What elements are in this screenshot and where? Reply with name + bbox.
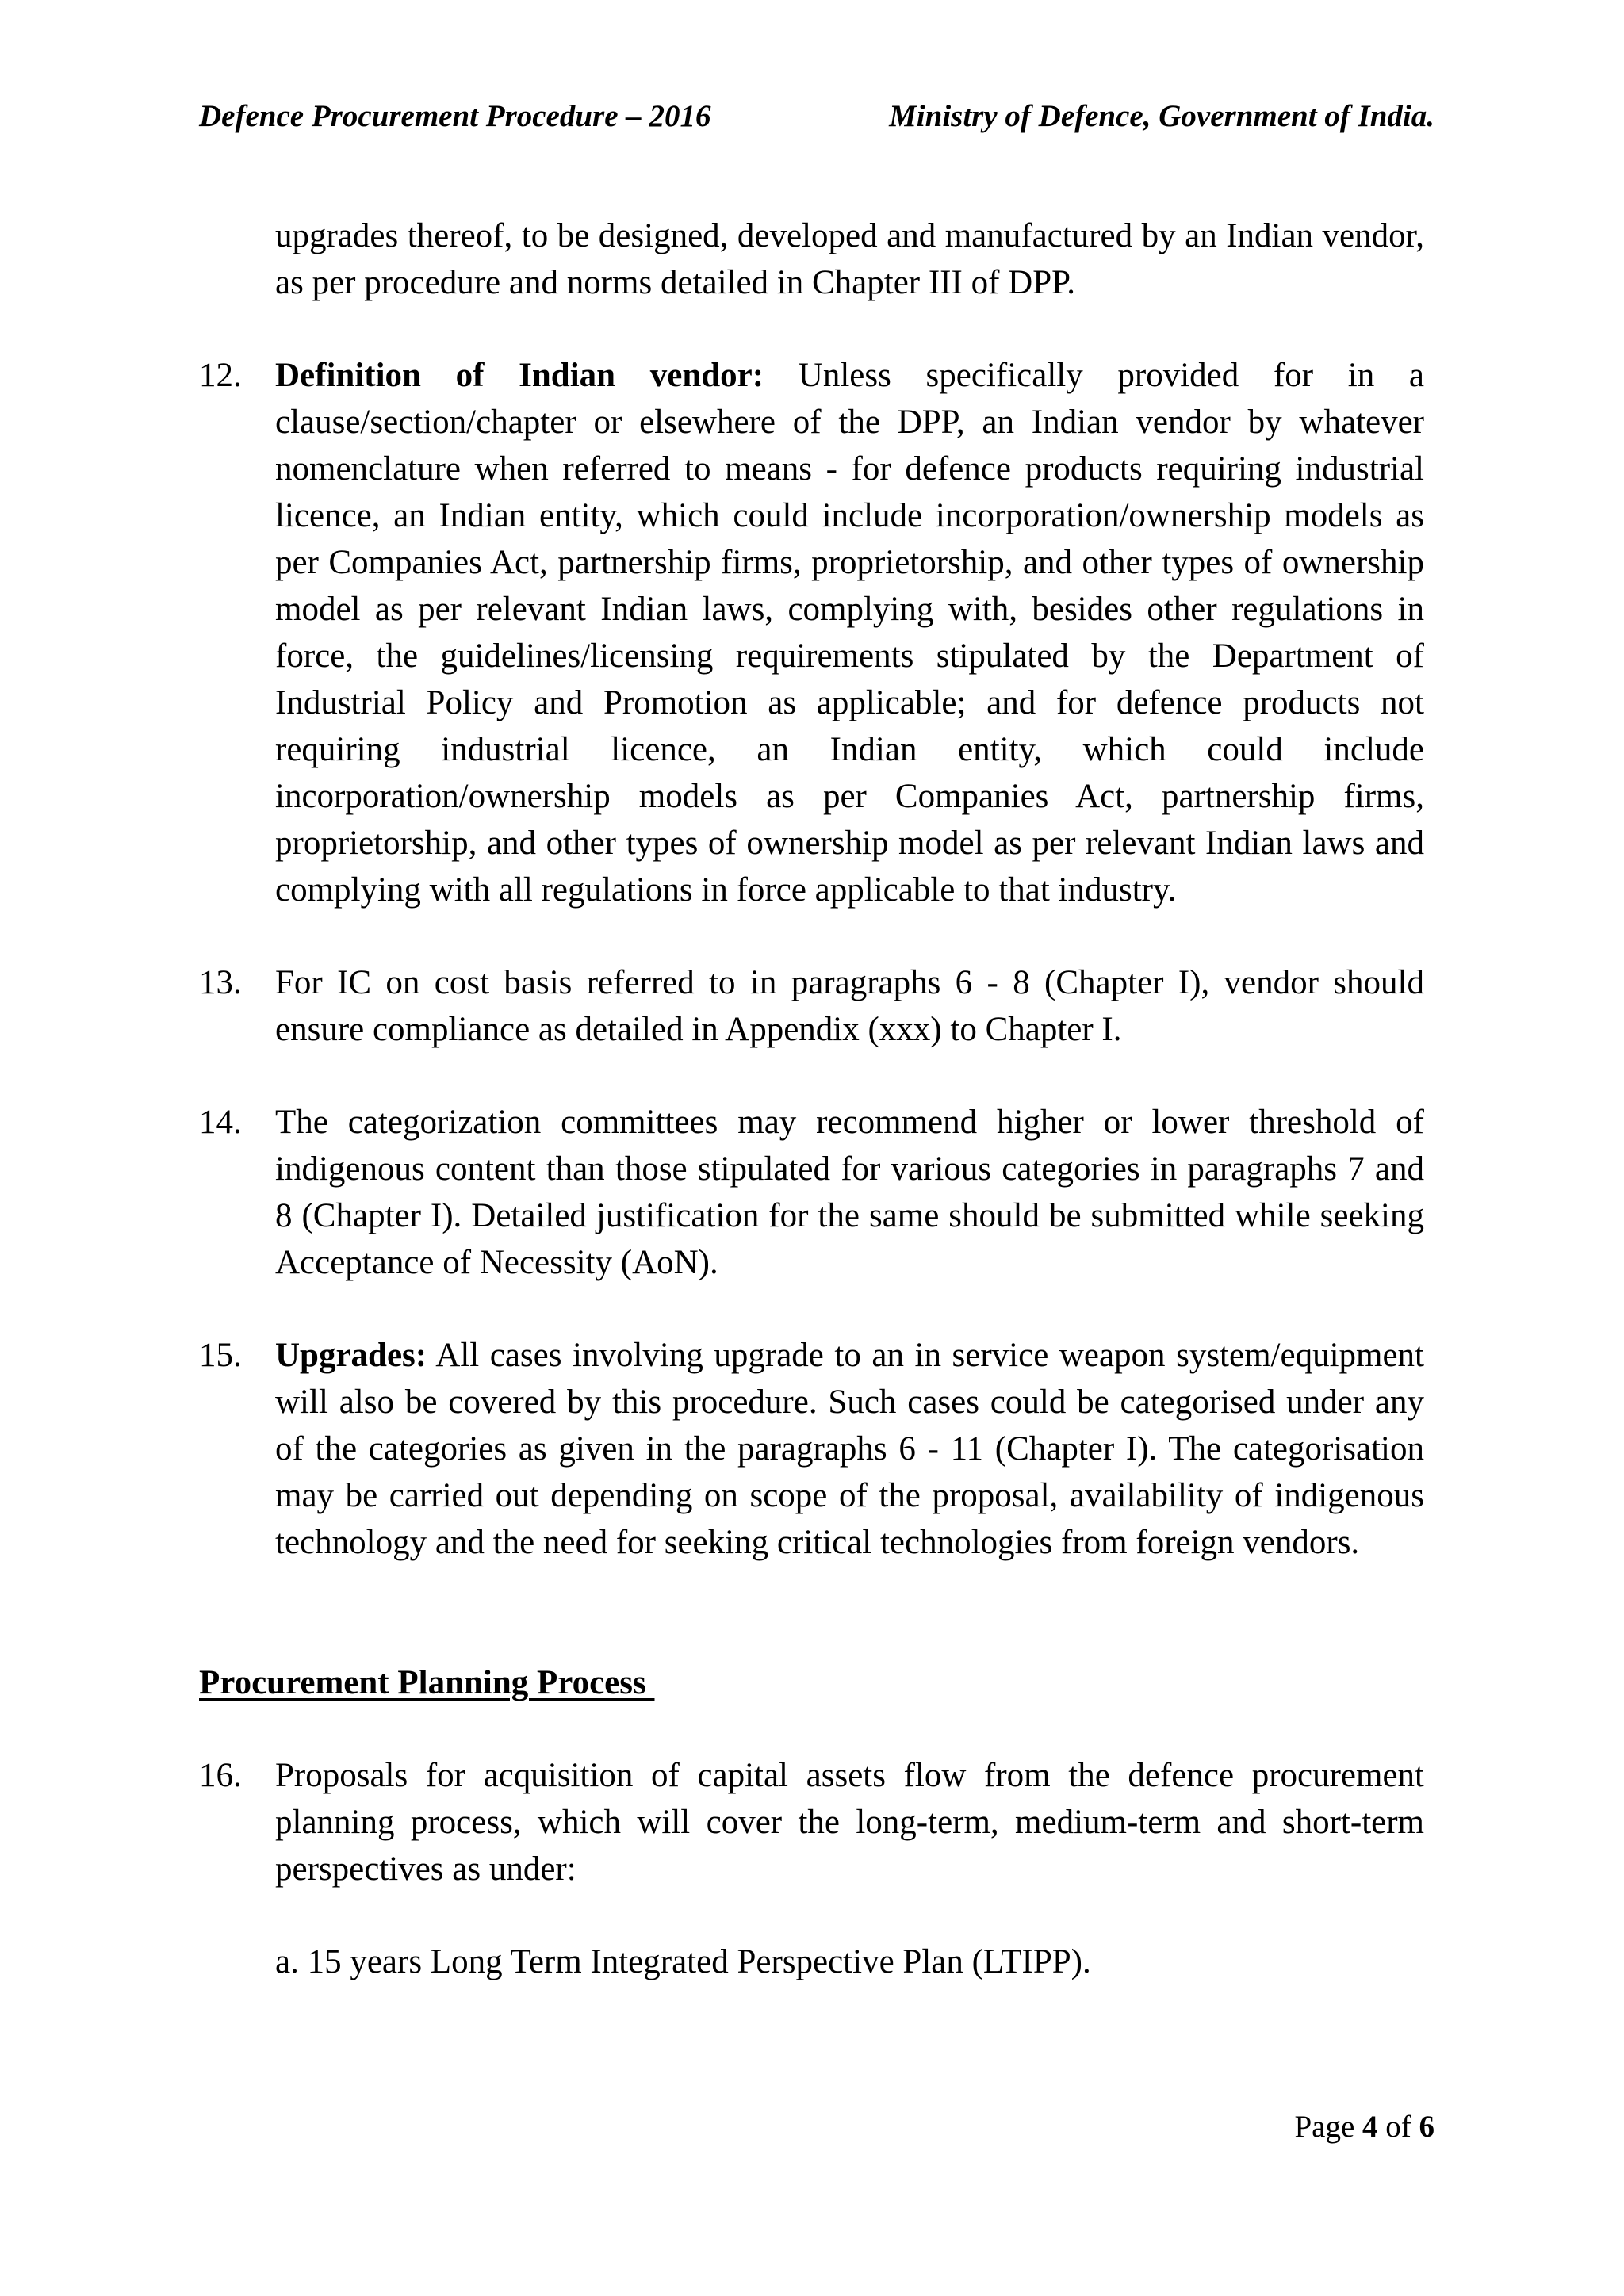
paragraph-text: The categorization committees may recommend higher or lower threshold of indigenous content than those stipulated for various categories in paragraphs 7 and 8 (Chapter I). Detailed justification for the same should be submitted while seeking Acceptance of Necessity (AoN). [275, 1104, 1424, 1281]
paragraph-12 [199, 352, 1424, 913]
paragraph-text: All cases involving upgrade to an in service weapon system/equipment will also be covered by this procedure. Such cases could be categorised under any of the categories as given in the paragraphs 6 - 11 (Chapter I). The categorisation may be carried out depending on scope of the proposal, availability of indigenous technology and the need for seeking critical technologies from foreign vendors. [275, 1337, 1424, 1561]
paragraph-number: 16. [199, 1757, 242, 1794]
section-heading: Procurement Planning Process [199, 1664, 655, 1701]
paragraph-number: 15. [199, 1337, 242, 1374]
paragraph-term: Upgrades: [275, 1337, 427, 1374]
paragraph-number: 14. [199, 1104, 242, 1141]
paragraph-text: upgrades thereof, to be designed, developed and manufactured by an Indian vendor, as per procedure and norms detailed in Chapter III of DPP. [275, 217, 1424, 301]
document-title: Defence Procurement Procedure – 2016 [199, 99, 711, 133]
document-body [199, 212, 1424, 1985]
paragraph-15 [199, 1332, 1424, 1566]
total-pages: 6 [1419, 2110, 1434, 2144]
paragraph-13 [199, 959, 1424, 1053]
paragraph-text: Proposals for acquisition of capital assets flow from the defence procurement planning process, which will cover the long-term, medium-term and short-term perspectives as under: [275, 1757, 1424, 1888]
paragraph-term: Definition of Indian vendor: [275, 357, 764, 394]
paragraph-number: 12. [199, 357, 242, 394]
page-header [199, 98, 1434, 138]
ministry-name: Ministry of Defence, Government of India. [889, 99, 1434, 133]
paragraph-16 [199, 1752, 1424, 1892]
current-page: 4 [1362, 2110, 1378, 2144]
page-number [1294, 2109, 1434, 2145]
sub-item-a: a. 15 years Long Term Integrated Perspective Plan (LTIPP). [275, 1943, 1091, 1980]
page-prefix: Page [1294, 2110, 1362, 2144]
page-of: of [1377, 2110, 1419, 2144]
paragraph-text: For IC on cost basis referred to in paragraphs 6 - 8 (Chapter I), vendor should ensure compliance as detailed in Appendix (xxx) to Chapter I. [275, 964, 1424, 1048]
paragraph-text: Unless specifically provided for in a clause/section/chapter or elsewhere of the DPP, an Indian vendor by whatever nomenclature when referred to means - for defence products requiring industrial licence, an Indian entity, which could include incorporation/ownership models as per Companies Act, partnership firms, proprietorship, and other types of ownership model as per relevant Indian laws, complying with, besides other regulations in force, the guidelines/licensing requirements stipulated by the Department of Industrial Policy and Promotion as applicable; and for defence products not requiring industrial licence, an Indian entity, which could include incorporation/ownership models as per Companies Act, partnership firms, proprietorship, and other types of ownership model as per relevant Indian laws and complying with all regulations in force applicable to that industry. [275, 357, 1424, 909]
paragraph-number: 13. [199, 964, 242, 1001]
paragraph-11-continuation [199, 212, 1424, 306]
paragraph-14 [199, 1099, 1424, 1286]
